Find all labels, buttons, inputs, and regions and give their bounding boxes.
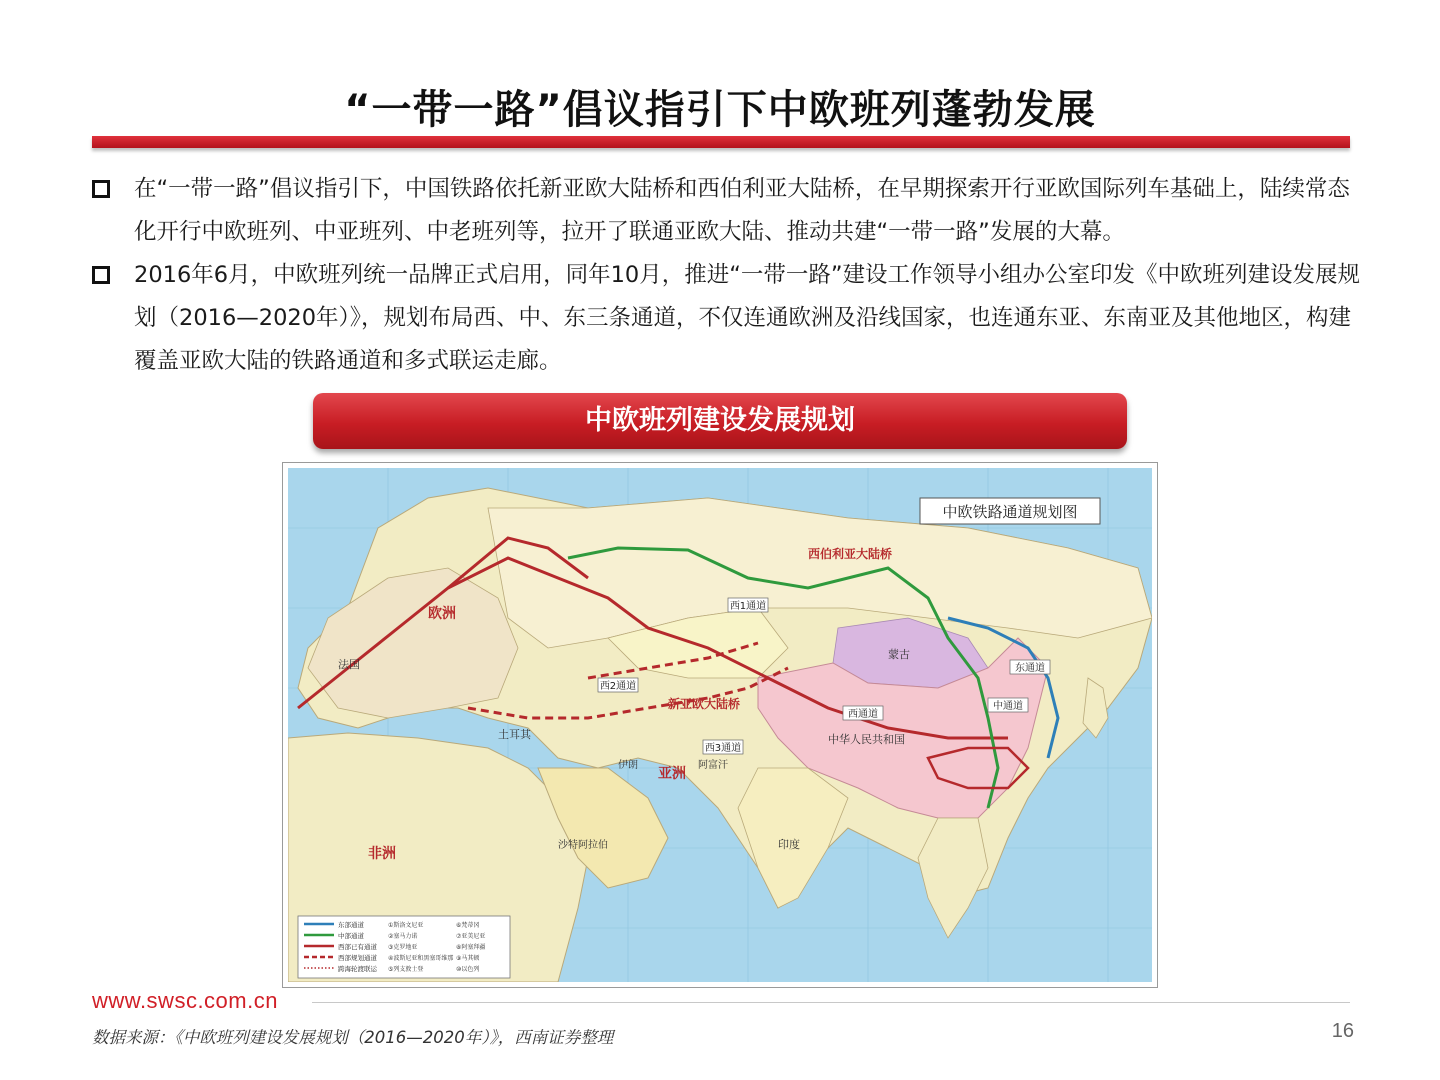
bullet-item — [90, 254, 1365, 383]
corridor-tag: 西1通道 — [729, 601, 767, 612]
railway-map — [282, 462, 1158, 988]
region-label: 亚洲 — [658, 766, 686, 782]
legend-label: 东部通道 — [338, 921, 364, 929]
legend-note: ⑩以色列 — [456, 966, 480, 973]
corridor-tag: 西3通道 — [704, 743, 742, 754]
region-label: 阿富汗 — [698, 760, 728, 771]
region-label: 伊朗 — [618, 760, 638, 771]
legend-note: ②塞马力诺 — [388, 933, 418, 940]
map-title: 中欧铁路通道规划图 — [942, 503, 1078, 521]
corridor-tag: 中通道 — [993, 701, 1023, 712]
bullet-text: 在“一带一路”倡议指引下，中国铁路依托新亚欧大陆桥和西伯利亚大陆桥，在早期探索开行亚欧国际列车基础上，陆续常态化开行中欧班列、中亚班列、中老班列等，拉开了联通亚欧大陆、推动共建“一带一路”发展的大幕。 — [134, 176, 1350, 245]
legend-label: 中部通道 — [338, 932, 364, 940]
legend-note: ⑤列支敦士登 — [388, 966, 424, 973]
region-label: 新亚欧大陆桥 — [668, 697, 741, 711]
website-link[interactable]: www.swsc.com.cn — [92, 988, 278, 1013]
map-image — [288, 468, 1152, 982]
bullet-text: 2016年6月，中欧班列统一品牌正式启用，同年10月，推进“一带一路”建设工作领导小组办公室印发《中欧班列建设发展规划（2016—2020年）》，规划布局西、中、东三条通道，不仅连通欧洲及沿线国家，也连通东亚、东南亚及其他地区，构建覆盖亚欧大陆的铁路通道和多式联运走廊。 — [134, 262, 1361, 374]
legend-note: ①斯洛文尼亚 — [388, 922, 424, 929]
legend-note: ⑨马其顿 — [456, 955, 480, 962]
page-title: “一带一路”倡议指引下中欧班列蓬勃发展 — [344, 87, 1096, 133]
region-label: 印度 — [778, 838, 800, 851]
footer-divider — [312, 1002, 1350, 1003]
bullet-item — [90, 168, 1365, 254]
region-label: 中华人民共和国 — [828, 733, 905, 746]
legend-label: 跨海轮渡联运 — [338, 965, 377, 973]
title-underline — [92, 136, 1350, 148]
legend-note: ④波斯尼亚和黑塞哥维那 — [388, 955, 454, 962]
data-source: 数据来源：《中欧班列建设发展规划（2016—2020年）》，西南证券整理 — [92, 1028, 614, 1047]
legend-note: ⑥梵蒂冈 — [456, 922, 480, 929]
square-bullet-icon — [92, 266, 110, 284]
region-label: 非洲 — [368, 846, 396, 862]
legend-label: 西部已有通道 — [338, 943, 377, 951]
region-label: 土耳其 — [498, 728, 531, 741]
corridor-tag: 西2通道 — [599, 681, 637, 692]
legend-label: 西部规划通道 — [338, 954, 377, 962]
page-number: 16 — [1331, 1020, 1354, 1042]
map-legend — [298, 916, 510, 978]
corridor-tag: 东通道 — [1015, 663, 1045, 674]
region-label: 法国 — [338, 658, 360, 671]
legend-note: ③克罗地亚 — [388, 944, 418, 951]
square-bullet-icon — [92, 180, 110, 198]
bullet-list — [90, 168, 1365, 383]
region-label: 沙特阿拉伯 — [558, 840, 608, 851]
legend-note: ⑧阿塞拜疆 — [456, 944, 486, 951]
region-label: 西伯利亚大陆桥 — [808, 547, 893, 561]
corridor-tag: 西通道 — [848, 709, 878, 720]
region-label: 欧洲 — [428, 606, 456, 622]
section-banner: 中欧班列建设发展规划 — [313, 393, 1127, 449]
region-label: 蒙古 — [888, 648, 910, 661]
legend-note: ⑦亚美尼亚 — [456, 933, 486, 940]
